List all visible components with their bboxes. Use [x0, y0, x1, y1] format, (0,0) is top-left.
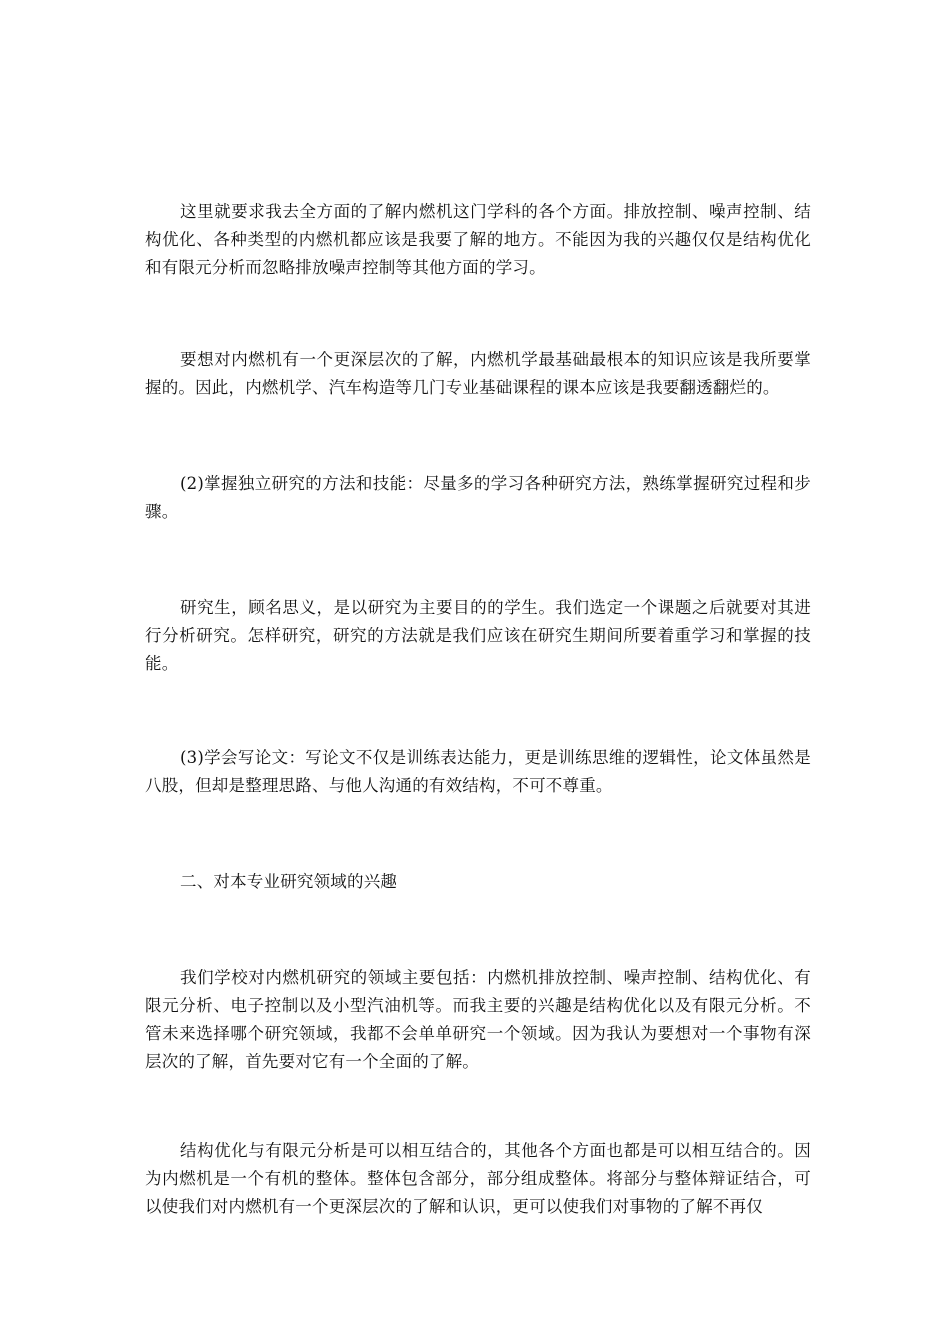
- paragraph-graduate-research: 研究生，顾名思义，是以研究为主要目的的学生。我们选定一个课题之后就要对其进行分析研究。怎样研究，研究的方法就是我们应该在研究生期间所要着重学习和掌握的技能。: [145, 598, 811, 673]
- paragraph-fundamental-knowledge: 要想对内燃机有一个更深层次的了解，内燃机学最基础最根本的知识应该是我所要掌握的。因此，内燃机学、汽车构造等几门专业基础课程的课本应该是我要翻透翻烂的。: [145, 350, 811, 397]
- paragraph-thesis-writing: (3)学会写论文：写论文不仅是训练表达能力，更是训练思维的逻辑性，论文体虽然是八股，但却是整理思路、与他人沟通的有效结构，不可不尊重。: [145, 748, 811, 795]
- section-heading-research-interest: 二、对本专业研究领域的兴趣: [180, 872, 398, 891]
- paragraph-structural-optimization: 结构优化与有限元分析是可以相互结合的，其他各个方面也都是可以相互结合的。因为内燃机是一个有机的整体。整体包含部分，部分组成整体。将部分与整体辩证结合，可以使我们对内燃机有一个更深层次的了解和认识，更可以使我们对事物的了解不再仅: [145, 1141, 811, 1216]
- paragraph-comprehensive-study: 这里就要求我去全方面的了解内燃机这门学科的各个方面。排放控制、噪声控制、结构优化、各种类型的内燃机都应该是我要了解的地方。不能因为我的兴趣仅仅是结构优化和有限元分析而忽略排放噪声控制等其他方面的学习。: [145, 202, 811, 277]
- paragraph-research-methods-heading: (2)掌握独立研究的方法和技能：尽量多的学习各种研究方法，熟练掌握研究过程和步骤。: [145, 474, 811, 521]
- paragraph-research-fields: 我们学校对内燃机研究的领域主要包括：内燃机排放控制、噪声控制、结构优化、有限元分析、电子控制以及小型汽油机等。而我主要的兴趣是结构优化以及有限元分析。不管未来选择哪个研究领域，我都不会单单研究一个领域。因为我认为要想对一个事物有深层次的了解，首先要对它有一个全面的了解。: [145, 968, 811, 1071]
